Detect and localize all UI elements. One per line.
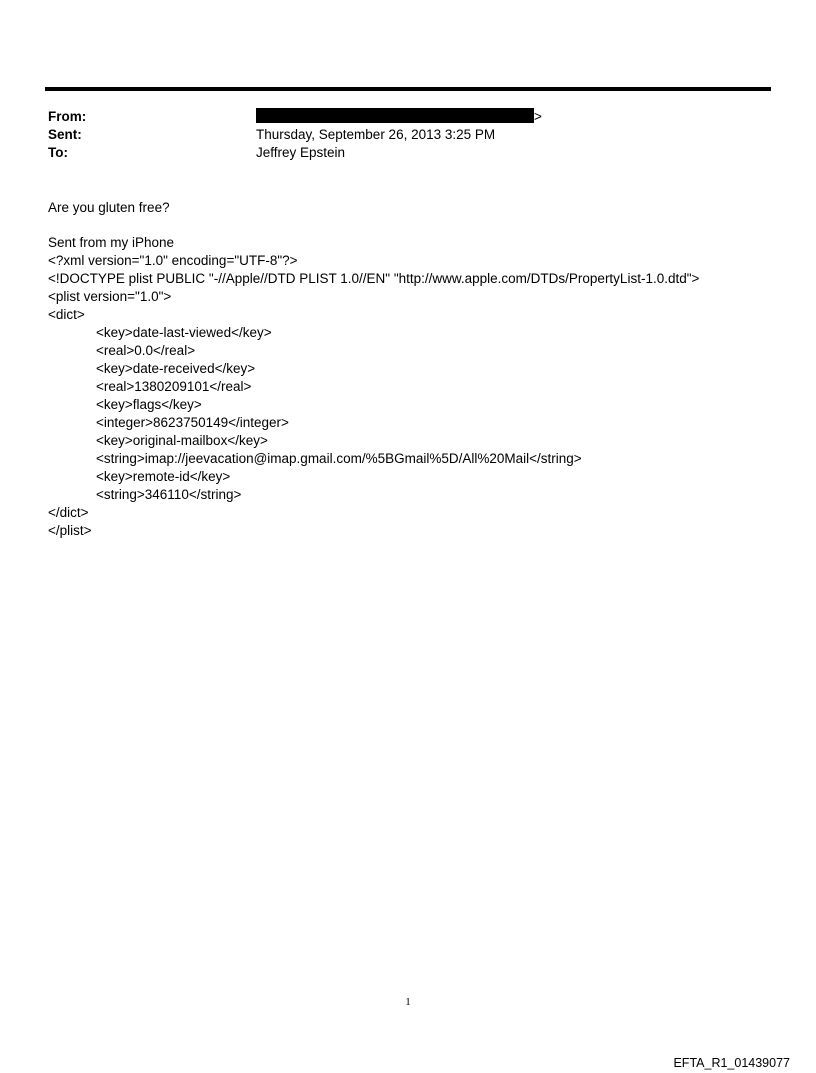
closing-line: </plist> (48, 523, 92, 538)
dict-line: <key>date-received</key> (96, 361, 256, 376)
dict-line: <key>original-mailbox</key> (96, 433, 268, 448)
header-divider (45, 87, 771, 91)
dict-line: <key>date-last-viewed</key> (96, 325, 272, 340)
email-body (48, 199, 788, 540)
plist-line: <!DOCTYPE plist PUBLIC "-//Apple//DTD PLIST 1.0//EN" "http://www.apple.com/DTDs/PropertyList-1.0.dtd"> (48, 271, 700, 286)
dict-line: <string>imap://jeevacation@imap.gmail.com/%5BGmail%5D/All%20Mail</string> (96, 451, 582, 466)
sent-label: Sent: (48, 127, 82, 142)
to-label: To: (48, 145, 68, 160)
body-signature: Sent from my iPhone (48, 235, 175, 250)
dict-line: <key>flags</key> (96, 397, 202, 412)
to-value: Jeffrey Epstein (256, 145, 346, 160)
from-suffix: > (534, 109, 542, 124)
dict-line: <integer>8623750149</integer> (96, 415, 289, 430)
sent-value: Thursday, September 26, 2013 3:25 PM (256, 127, 496, 142)
body-greeting: Are you gluten free? (48, 200, 170, 215)
page-number: 1 (405, 996, 411, 1008)
from-label: From: (48, 109, 87, 124)
plist-line: <plist version="1.0"> (48, 289, 172, 304)
document-id: EFTA_R1_01439077 (673, 1056, 790, 1070)
dict-line: <real>0.0</real> (96, 343, 196, 358)
plist-line: <dict> (48, 307, 85, 322)
from-row (48, 108, 748, 126)
dict-line: <real>1380209101</real> (96, 379, 252, 394)
dict-line: <string>346110</string> (96, 487, 242, 502)
from-value (256, 108, 542, 126)
sent-row (48, 126, 748, 144)
redaction-box (256, 108, 534, 123)
closing-line: </dict> (48, 505, 89, 520)
plist-line: <?xml version="1.0" encoding="UTF-8"?> (48, 253, 298, 268)
to-row (48, 144, 748, 162)
dict-line: <key>remote-id</key> (96, 469, 231, 484)
paragraph-gap (48, 217, 788, 234)
email-header (48, 108, 748, 162)
